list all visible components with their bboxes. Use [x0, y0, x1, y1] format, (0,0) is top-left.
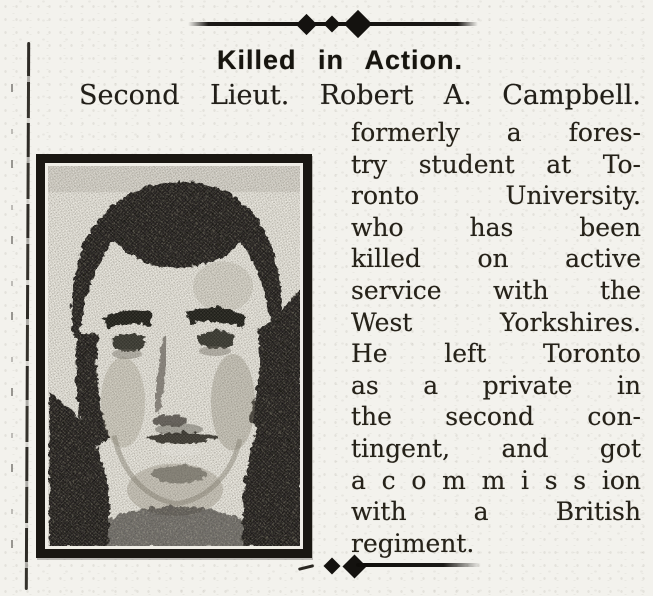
- ornament-rule-bottom: [298, 556, 488, 576]
- article-line: who has been: [351, 212, 641, 242]
- byline: Second Lieut. Robert A. Campbell.: [79, 80, 641, 111]
- diamond-icon: [296, 13, 317, 34]
- article-line: West Yorkshires.: [351, 307, 641, 337]
- portrait-photo-image: [48, 166, 300, 546]
- article-line: killed on active: [351, 244, 641, 274]
- article-column: [351, 117, 641, 559]
- article-line: He left Toronto: [351, 339, 641, 369]
- ornament-rule-top: [188, 15, 478, 37]
- article-line: regiment.: [351, 528, 475, 558]
- article-line: as a private in: [351, 370, 641, 400]
- portrait-photo: [36, 154, 312, 558]
- article-line: service with the: [351, 275, 641, 305]
- ornament-tip: [298, 564, 314, 570]
- headline: Killed in Action.: [216, 45, 463, 75]
- ornament-line: [356, 563, 481, 567]
- column-edge-marks: [11, 58, 13, 578]
- article-line: formerly a fores-: [351, 118, 641, 147]
- diamond-icon: [324, 558, 341, 575]
- article-line: ronto University.: [351, 181, 641, 211]
- article-line: a c o m m i s s ion: [351, 465, 641, 495]
- article-line: the second con-: [351, 402, 641, 432]
- diamond-icon: [324, 16, 341, 33]
- article-line: try student at To-: [351, 149, 641, 179]
- article-line: tingent, and got: [351, 433, 641, 463]
- article-line: with a British: [351, 497, 641, 527]
- column-divider-rule: [25, 42, 30, 590]
- diamond-icon: [344, 10, 372, 38]
